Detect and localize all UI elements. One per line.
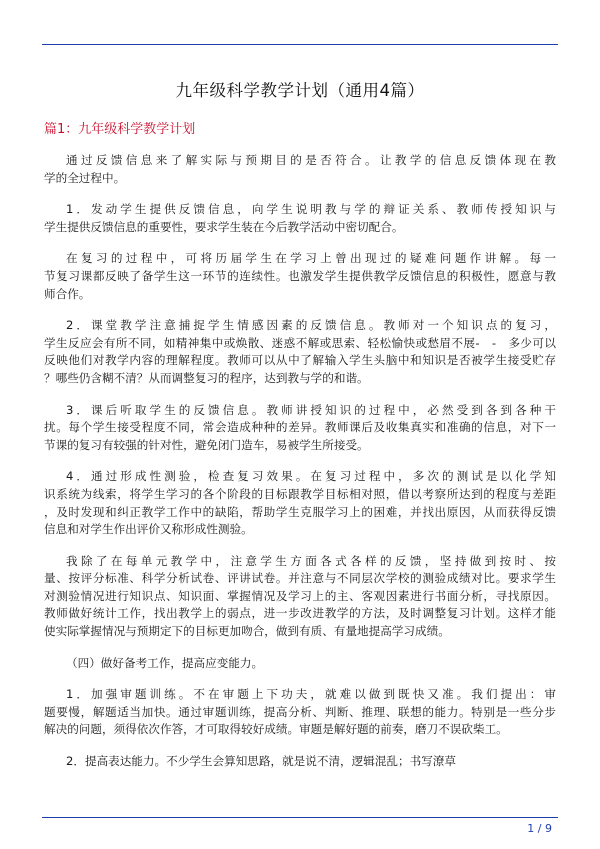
paragraph [44,468,556,538]
paragraph [44,317,556,387]
paragraph [44,553,556,641]
paragraph [44,152,556,187]
paragraph-line: 师合作。 [44,286,91,301]
paragraph [44,655,556,673]
paragraph-line: 识系统为线索，将学生学习的各个阶段的目标跟教学目标相对照，借以考察所达到的程度与差距 [44,486,556,501]
footer-rule [42,817,558,818]
paragraph-line: 2．提高表达能力。不少学生会算知思路，就是说不清，逻辑混乱；书写潦草 [66,754,456,769]
paragraph-line: 1．加强审题训练。不在审题上下功夫，就难以做到既快又准。我们提出：审 [66,687,556,702]
paragraph-line: 解决的问题，须得依次作答，才可取得较好成绩。审题是解好题的前奏，磨刀不误砍柴工。 [44,722,508,737]
paragraph-line: （四）做好备考工作，提高应变能力。 [66,655,264,670]
paragraph [44,402,556,455]
page-number: 1 / 9 [527,822,552,835]
document-title: 九年级科学教学计划（通用4篇） [175,81,425,100]
paragraph-line: 4．通过形成性测验，检查复习效果。在复习过程中，多次的测试是以化学知 [66,469,556,484]
paragraph [44,201,556,236]
paragraph-line: 教师做好统计工作，找出教学上的弱点，进一步改进教学的方法，及时调整复习计划。这样才能 [44,606,556,621]
paragraph-line: 节复习课都反映了备学生这一环节的连续性。也激发学生提供教学反馈信息的积极性，愿意与教 [44,268,556,283]
paragraph-line: 节课的复习有较强的针对性，避免闭门造车，易被学生所接受。 [44,437,369,452]
section-heading: 篇1：九年级科学教学计划 [44,122,196,137]
paragraph-line: 3．课后听取学生的反馈信息。教师讲授知识的过程中，必然受到各到各种干 [66,402,556,417]
paragraph-line: 使实际掌握情况与预期定下的目标更加吻合，做到有质、有量地提高学习成绩。 [44,624,450,639]
paragraph-line: 反映他们对教学内容的理解程度。教师可以从中了解输入学生头脑中和知识是否被学生接受贮存 [44,353,556,368]
paragraph-line: 量、按评分标准、科学分析试卷、评讲试卷。并注意与不同层次学校的测验成绩对比。要求学生 [44,571,556,586]
paragraph [44,686,556,739]
paragraph-line: ，及时发现和纠正教学工作中的缺陷，帮助学生克服学习上的困难，并找出原因，从而获得反馈 [44,504,556,519]
paragraph [44,753,556,771]
paragraph-line: 学生反应会有所不同，如精神集中或焕散、迷惑不解或思索、轻松愉快或愁眉不展- - 多少可以 [44,335,556,350]
paragraph-line: 学生提供反馈信息的重要性，要求学生装在今后教学活动中密切配合。 [44,219,404,234]
paragraph-line: ？哪些仍含糊不清？从而调整复习的程序，达到教与学的和谐。 [44,370,369,385]
paragraph-line: 通过反馈信息来了解实际与预期目的是否符合。让教学的信息反馈体现在教 [66,153,556,167]
paragraph-line: 题要慢，解题适当加快。通过审题训练，提高分析、判断、推理、联想的能力。特别是一些分步 [44,704,556,719]
paragraph-line: 对测验情况进行知识点、知识面、掌握情况及学习上的主、客观因素进行书面分析，寻找原因。 [44,588,556,603]
paragraph-line: 扰。每个学生接受程度不同，常会造成种种的差异。教师课后及收集真实和准确的信息，对下一 [44,420,556,435]
paragraph-line: 1．发动学生提供反馈信息，向学生说明教与学的辩证关系、教师传授知识与 [66,202,556,217]
header-rule [42,44,558,45]
paragraph-line: 2．课堂教学注意捕捉学生情感因素的反馈信息。教师对一个知识点的复习， [66,318,556,333]
paragraph [44,250,556,303]
paragraph-line: 信息和对学生作出评价又称形成性测验。 [44,522,253,537]
paragraph-line: 在复习的过程中，可将历届学生在学习上曾出现过的疑难问题作讲解。每一 [66,251,556,266]
paragraph-line: 学的全过程中。 [44,170,126,185]
paragraph-line: 我除了在每单元教学中，注意学生方面各式各样的反馈，坚持做到按时、按 [66,553,556,568]
document-body [44,152,556,785]
